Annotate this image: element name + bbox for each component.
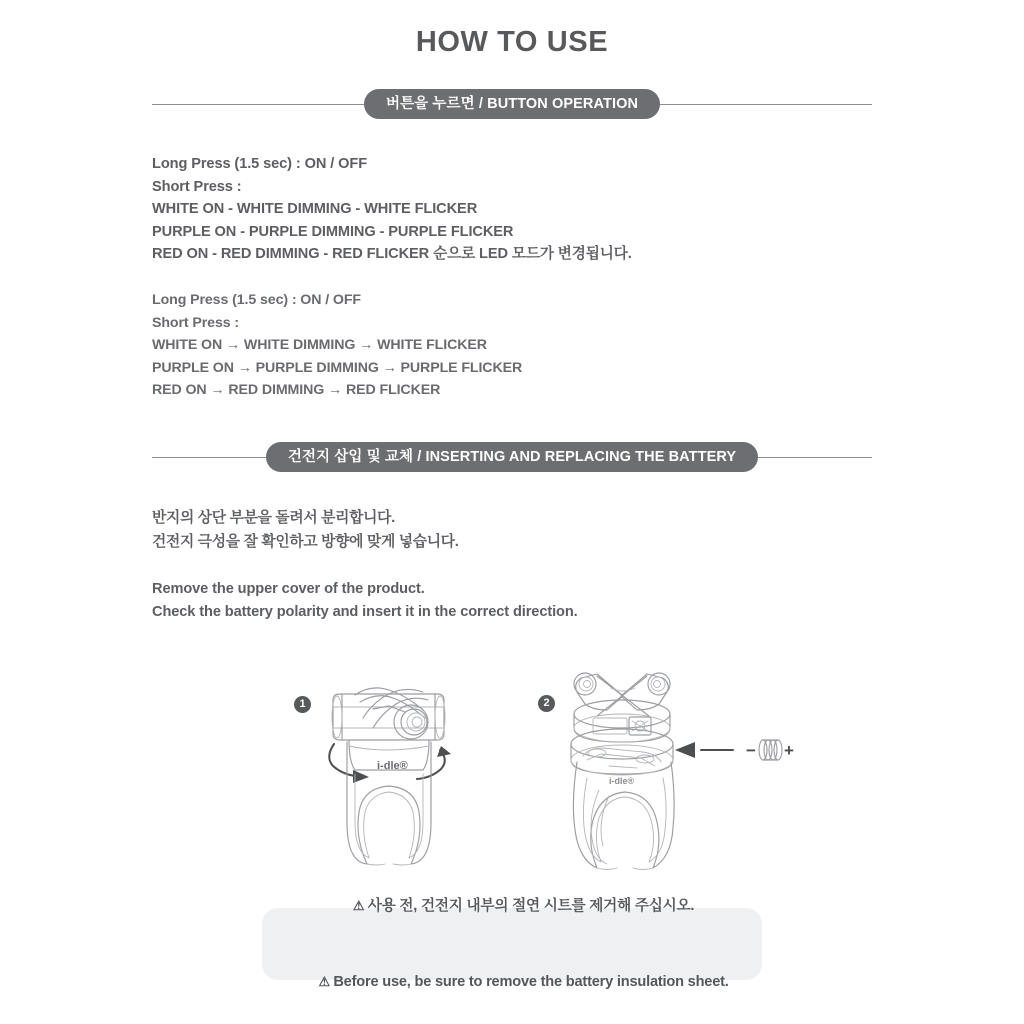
ring-twist-illustration	[285, 662, 485, 877]
button-operation-korean-block	[152, 153, 892, 266]
instruction-line: 건전지 극성을 잘 확인하고 방향에 맞게 넣습니다.	[152, 534, 459, 550]
instruction-line: Remove the upper cover of the product.	[152, 581, 425, 597]
brand-label: i-dle®	[609, 776, 635, 786]
battery-english-block	[152, 578, 892, 624]
instruction-line: PURPLE ON → PURPLE DIMMING → PURPLE FLICKER	[152, 359, 523, 376]
ring-top-module	[332, 688, 445, 740]
warning-triangle-icon: ⚠	[352, 898, 368, 913]
instruction-line: WHITE ON → WHITE DIMMING → WHITE FLICKER	[152, 337, 487, 354]
instruction-line: 반지의 상단 부분을 돌려서 분리합니다.	[152, 510, 395, 526]
battery-korean-block	[152, 506, 892, 554]
insertion-arrow-icon	[675, 742, 733, 758]
battery-compartment	[571, 729, 673, 775]
warning-line-korean	[330, 868, 695, 944]
instruction-line: Check the battery polarity and insert it in the correct direction.	[152, 604, 578, 620]
section-header-button-operation	[152, 89, 872, 119]
polarity-minus-label: −	[746, 741, 756, 760]
battery-cell-stack	[746, 740, 794, 760]
battery-insert-illustration	[525, 662, 795, 880]
figure-step-2	[525, 662, 795, 880]
button-operation-english-block	[152, 289, 892, 402]
figure-step-1	[285, 662, 485, 877]
warning-line-english	[295, 944, 728, 1020]
instruction-line: RED ON - RED DIMMING - RED FLICKER 순으로 LED 모드가 변경됩니다.	[152, 246, 632, 263]
instruction-line: Long Press (1.5 sec) : ON / OFF	[152, 292, 361, 308]
section-pill-button-operation: 버튼을 누르면 / BUTTON OPERATION	[364, 89, 660, 119]
instruction-line: WHITE ON - WHITE DIMMING - WHITE FLICKER	[152, 201, 478, 218]
ring-top-module-open	[574, 673, 670, 716]
page-title: HOW TO USE	[415, 26, 609, 58]
warning-text-korean: 사용 전, 건전지 내부의 절연 시트를 제거해 주십시오.	[367, 898, 695, 914]
instruction-line: RED ON → RED DIMMING → RED FLICKER	[152, 382, 441, 399]
header-rule-right	[660, 104, 872, 105]
header-rule-left	[152, 104, 364, 105]
brand-label: i-dle®	[377, 760, 408, 772]
warning-triangle-icon: ⚠	[318, 974, 334, 989]
illustration-row	[0, 662, 1024, 887]
step-badge-1: 1	[294, 696, 311, 713]
section-header-battery	[152, 442, 872, 472]
instruction-line: PURPLE ON - PURPLE DIMMING - PURPLE FLICKER	[152, 223, 514, 240]
header-rule-left	[152, 457, 266, 458]
instruction-line: Long Press (1.5 sec) : ON / OFF	[152, 156, 368, 172]
step-badge-2: 2	[538, 695, 555, 712]
warning-box	[262, 898, 762, 990]
warning-text-english: Before use, be sure to remove the battery insulation sheet.	[333, 974, 729, 990]
header-rule-right	[758, 457, 872, 458]
instruction-line: Short Press :	[152, 178, 242, 195]
section-pill-battery: 건전지 삽입 및 교체 / INSERTING AND REPLACING THE BATTERY	[266, 442, 758, 472]
instruction-line: Short Press :	[152, 314, 240, 331]
polarity-plus-label: +	[784, 741, 794, 760]
